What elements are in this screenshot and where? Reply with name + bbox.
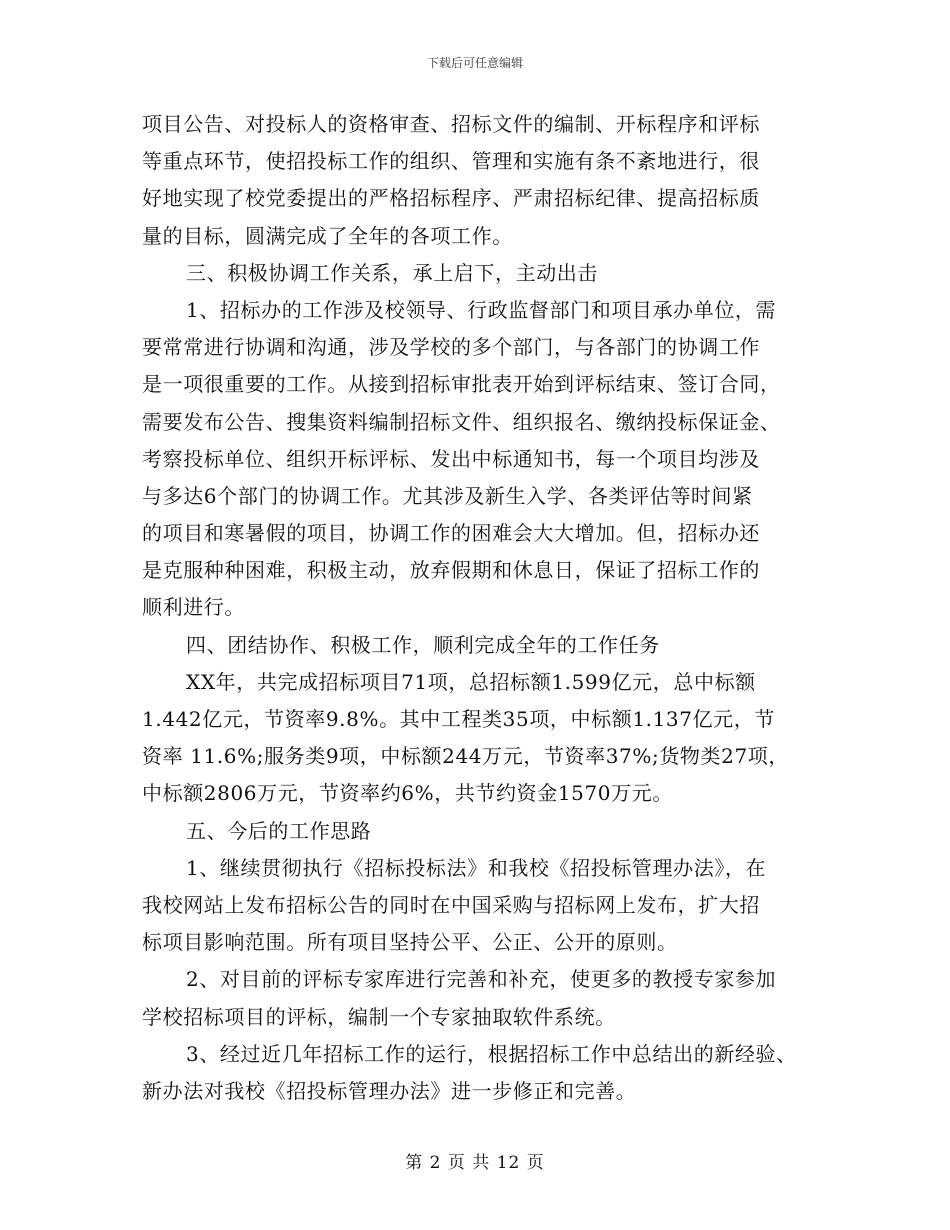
text-line: 中标额2806万元，节资率约6%，共节约资金1570万元。 xyxy=(142,781,673,806)
section-heading: 五、今后的工作思路 xyxy=(186,818,372,843)
text-line: 是克服种种困难，积极主动，放弃假期和休息日，保证了招标工作的 xyxy=(142,558,760,583)
text-line: 等重点环节，使招投标工作的组织、管理和实施有条不紊地进行，很 xyxy=(142,149,760,174)
text-line: 要常常进行协调和沟通，涉及学校的多个部门，与各部门的协调工作 xyxy=(142,335,760,360)
text-line: 新办法对我校《招投标管理办法》进一步修正和完善。 xyxy=(142,1078,637,1103)
text-line: 资率 11.6%;服务类9项，中标额244万元，节资率37%;货物类27项， xyxy=(142,744,789,769)
page-header: 下载后可任意编辑 xyxy=(426,56,523,70)
text-line: 3、经过近几年招标工作的运行，根据招标工作中总结出的新经验、 xyxy=(186,1041,797,1066)
text-line: 需要发布公告、搜集资料编制招标文件、组织报名、缴纳投标保证金、 xyxy=(142,409,781,434)
section-heading: 三、积极协调工作关系，承上启下，主动出击 xyxy=(186,260,598,285)
text-line: 我校网站上发布招标公告的同时在中国采购与招标网上发布，扩大招 xyxy=(142,892,760,917)
page-number: 第 2 页 共 12 页 xyxy=(405,1153,545,1173)
text-line: 标项目影响范围。所有项目坚持公平、公正、公开的原则。 xyxy=(142,930,678,955)
text-line: XX年，共完成招标项目71项，总招标额1.599亿元，总中标额 xyxy=(186,669,756,694)
text-line: 好地实现了校党委提出的严格招标程序、严肃招标纪律、提高招标质 xyxy=(142,186,760,211)
text-line: 与多达6个部门的协调工作。尤其涉及新生入学、各类评估等时间紧 xyxy=(142,483,753,508)
text-line: 1、招标办的工作涉及校领导、行政监督部门和项目承办单位，需 xyxy=(186,297,777,322)
text-line: 量的目标，圆满完成了全年的各项工作。 xyxy=(142,223,513,248)
text-line: 顺利进行。 xyxy=(142,595,245,620)
text-line: 1.442亿元，节资率9.8%。其中工程类35项，中标额1.137亿元，节 xyxy=(142,707,775,731)
text-line: 学校招标项目的评标，编制一个专家抽取软件系统。 xyxy=(142,1004,616,1029)
document-body xyxy=(142,106,822,1110)
text-line: 1、继续贯彻执行《招标投标法》和我校《招投标管理办法》，在 xyxy=(186,855,767,880)
text-line: 是一项很重要的工作。从接到招标审批表开始到评标结束、签订合同， xyxy=(142,372,781,397)
section-heading: 四、团结协作、积极工作，顺利完成全年的工作任务 xyxy=(186,632,660,657)
text-line: 项目公告、对投标人的资格审查、招标文件的编制、开标程序和评标 xyxy=(142,112,760,136)
text-line: 的项目和寒暑假的项目，协调工作的困难会大大增加。但，招标办还 xyxy=(142,521,760,546)
text-line: 2、对目前的评标专家库进行完善和补充，使更多的教授专家参加 xyxy=(186,967,777,992)
text-line: 考察投标单位、组织开标评标、发出中标通知书，每一个项目均涉及 xyxy=(142,446,760,471)
